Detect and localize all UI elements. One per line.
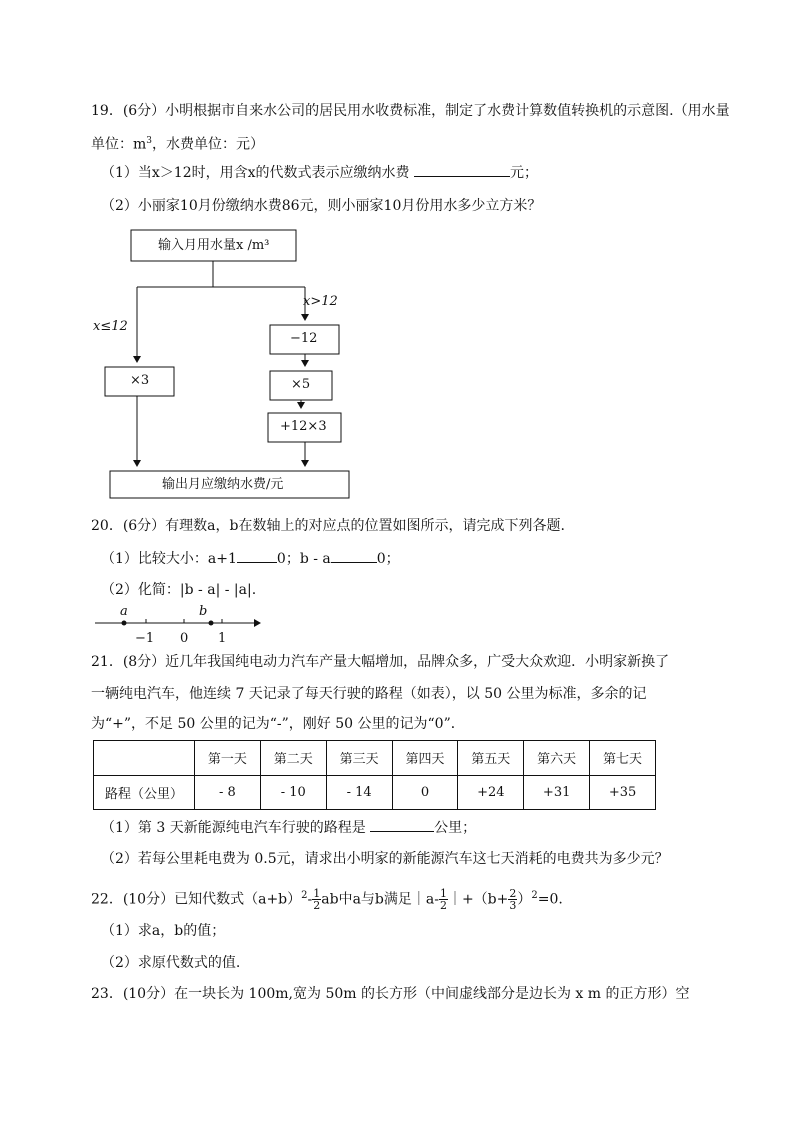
flow-times3-label: ×3 <box>130 373 150 388</box>
flow-times5-label: ×5 <box>291 377 311 392</box>
fraction-numerator: 1 <box>439 887 447 901</box>
q22-expr: （a+b） <box>244 891 302 908</box>
point-a-label: a <box>120 604 128 619</box>
fraction-numerator: 1 <box>313 887 321 901</box>
q22-exp: 2 <box>301 890 308 901</box>
q22-equals: =0. <box>537 891 563 908</box>
point-b-label: b <box>199 604 208 619</box>
flow-cond-right: x>12 <box>303 294 338 309</box>
q22-minus: - <box>307 891 313 908</box>
q21-stem-line3: 为“+”，不足 50 公里的记为“-”，刚好 50 公里的记为“0”． <box>91 716 465 732</box>
answer-blank[interactable] <box>331 548 377 563</box>
flow-plus-label: +12×3 <box>280 419 327 434</box>
table-header-cell: 第六天 <box>524 741 590 776</box>
table-header-cell: 第二天 <box>260 741 326 776</box>
q19-sub1-text: （1）当x＞12时，用含x的代数式表示应缴纳水费 <box>101 165 410 181</box>
table-header-cell: 第五天 <box>458 741 524 776</box>
table-cell: +24 <box>458 775 524 810</box>
q22-abs-part-2: ｜+（b+ <box>447 891 509 908</box>
table-header-cell: 第四天 <box>392 741 458 776</box>
tick-label-1: 1 <box>218 631 227 646</box>
q19-unit-text: 单位：m <box>91 136 147 153</box>
table-cell: +31 <box>524 775 590 810</box>
q20-sub2: （2）化简：|b - a| - |a|. <box>101 582 257 598</box>
q21-sub1-text: （1）第 3 天新能源纯电汽车行驶的路程是 <box>101 820 366 836</box>
flow-input-label: 输入月用水量x /m³ <box>158 238 270 253</box>
fraction-denominator: 3 <box>509 899 517 913</box>
q19-sub1-unit: 元； <box>509 165 538 181</box>
fraction-one-half <box>312 888 321 911</box>
table-cell: +35 <box>590 775 656 810</box>
q21-sub1 <box>101 817 476 838</box>
table-header-cell: 第七天 <box>590 741 656 776</box>
tick-label-neg1: −1 <box>135 631 155 646</box>
fraction-denominator: 2 <box>313 899 321 913</box>
q20-stem: 20．(6分）有理数a，b在数轴上的对应点的位置如图所示，请完成下列各题. <box>91 518 565 534</box>
point-b-dot <box>209 621 214 626</box>
q20-sub1-text-2: 0；b - a <box>276 551 331 567</box>
tick-label-0: 0 <box>180 631 189 646</box>
fraction-denominator: 2 <box>439 899 447 913</box>
table-cell: 0 <box>392 775 458 810</box>
answer-blank[interactable] <box>237 548 277 563</box>
q21-stem-line2: 一辆纯电汽车，他连续 7 天记录了每天行驶的路程（如表），以 50 公里为标准，多余的记 <box>91 686 647 702</box>
q22-lead: 22．(10分）已知代数式 <box>91 891 245 908</box>
q22-sub1: （1）求a，b的值； <box>101 923 226 939</box>
q22-close-paren: ） <box>517 891 532 908</box>
q22-stem <box>91 880 563 916</box>
q20-sub1 <box>101 548 400 569</box>
q22-sub2: （2）求原代数式的值. <box>101 955 241 971</box>
table-header-row <box>94 741 656 776</box>
flow-cond-left: x≤12 <box>93 319 128 334</box>
q19-stem-line1: 19．(6分）小明根据市自来水公司的居民用水收费标准，制定了水费计算数值转换机的示意图.（用水量 <box>91 103 730 119</box>
q22-condition-text: a与b满足 <box>352 891 412 908</box>
q19-unit-text-2: ，水费单位：元） <box>152 136 265 153</box>
water-fee-flowchart <box>0 0 794 520</box>
point-a-dot <box>122 621 127 626</box>
q21-sub1-unit: 公里； <box>434 820 477 836</box>
table-header-cell: 第三天 <box>326 741 392 776</box>
table-row <box>94 775 656 810</box>
flow-minus12-label: −12 <box>290 331 318 346</box>
table-cell: - 14 <box>326 775 392 810</box>
mileage-table <box>93 740 656 810</box>
table-header-cell <box>94 741 195 776</box>
q20-sub1-text-3: 0； <box>376 551 400 567</box>
table-cell: - 10 <box>260 775 326 810</box>
q22-ab: ab中 <box>321 891 353 908</box>
fraction-one-half <box>439 888 448 911</box>
table-cell: - 8 <box>195 775 261 810</box>
q19-unit-sup: 3 <box>146 136 153 146</box>
q23-stem: 23．(10分）在一块长为 100m,宽为 50m 的长方形（中间虚线部分是边长为 x m 的正方形）空 <box>91 986 690 1002</box>
q20-sub1-text: （1）比较大小：a+1 <box>101 551 237 567</box>
flow-output-label: 输出月应缴纳水费/元 <box>162 477 284 492</box>
fraction-numerator: 2 <box>509 887 517 901</box>
answer-blank[interactable] <box>370 817 434 832</box>
q19-sub2: （2）小丽家10月份缴纳水费86元，则小丽家10月份用水多少立方米？ <box>101 198 542 214</box>
q22-abs-part: ｜a- <box>411 891 439 908</box>
q21-sub2: （2）若每公里耗电费为 0.5元，请求出小明家的新能源汽车这七天消耗的电费共为多少元？ <box>101 851 669 867</box>
table-row-label: 路程（公里） <box>94 775 195 810</box>
table-header-cell: 第一天 <box>195 741 261 776</box>
q21-stem-line1: 21．(8分）近几年我国纯电动力汽车产量大幅增加，品牌众多，广受大众欢迎．小明家新换了 <box>91 654 670 670</box>
q22-exp-2: 2 <box>531 890 538 901</box>
